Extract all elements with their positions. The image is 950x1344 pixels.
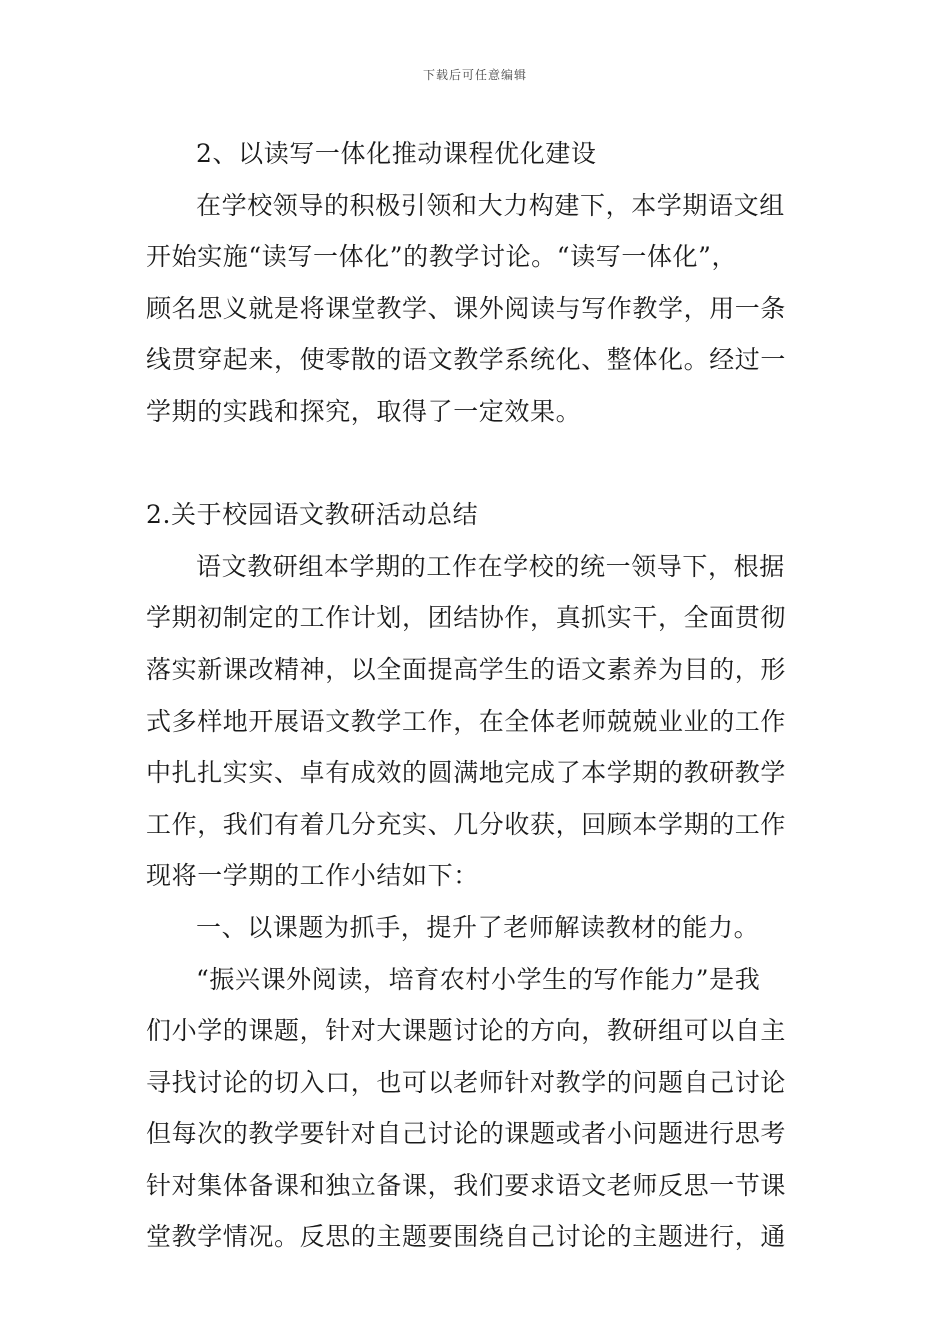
paragraph-line: 学期初制定的工作计划，团结协作，真抓实干，全面贯彻	[146, 603, 787, 633]
paragraph-line: 堂教学情况。反思的主题要围绕自己讨论的主题进行，通	[146, 1222, 787, 1252]
paragraph-line: 顾名思义就是将课堂教学、课外阅读与写作教学，用一条	[146, 293, 787, 323]
paragraph-line: 们小学的课题，针对大课题讨论的方向，教研组可以自主	[146, 1016, 787, 1046]
paragraph-line: 中扎扎实实、卓有成效的圆满地完成了本学期的教研教学	[146, 758, 787, 788]
section-heading: 2、以读写一体化推动课程优化建设	[196, 139, 597, 168]
paragraph-line: 在学校领导的积极引领和大力构建下，本学期语文组	[196, 190, 785, 220]
paragraph-line: 针对集体备课和独立备课，我们要求语文老师反思一节课	[146, 1170, 787, 1200]
paragraph-line: 语文教研组本学期的工作在学校的统一领导下，根据	[196, 551, 785, 581]
paragraph-line: 开始实施“读写一体化”的教学讨论。“读写一体化”，	[146, 242, 738, 272]
page-header-note: 下载后可任意编辑	[422, 68, 527, 82]
point-heading: 一、以课题为抓手，提升了老师解读教材的能力。	[196, 912, 760, 942]
paragraph-line: 式多样地开展语文教学工作，在全体老师兢兢业业的工作	[146, 706, 787, 736]
article-title: 2.关于校园语文教研活动总结	[146, 500, 479, 530]
paragraph-line: “振兴课外阅读，培育农村小学生的写作能力”是我	[196, 964, 761, 994]
paragraph-line: 工作，我们有着几分充实、几分收获，回顾本学期的工作	[146, 809, 787, 839]
paragraph-line: 寻找讨论的切入口，也可以老师针对教学的问题自己讨论	[146, 1067, 787, 1097]
paragraph-line: 学期的实践和探究，取得了一定效果。	[146, 396, 582, 426]
section-gap	[146, 438, 806, 490]
paragraph-line: 落实新课改精神，以全面提高学生的语文素养为目的，形	[146, 654, 787, 684]
document-body	[146, 128, 806, 1263]
paragraph-line: 但每次的教学要针对自己讨论的课题或者小问题进行思考	[146, 1119, 787, 1149]
paragraph-line: 线贯穿起来，使零散的语文教学系统化、整体化。经过一	[146, 345, 787, 375]
paragraph-line: 现将一学期的工作小结如下：	[146, 861, 479, 891]
